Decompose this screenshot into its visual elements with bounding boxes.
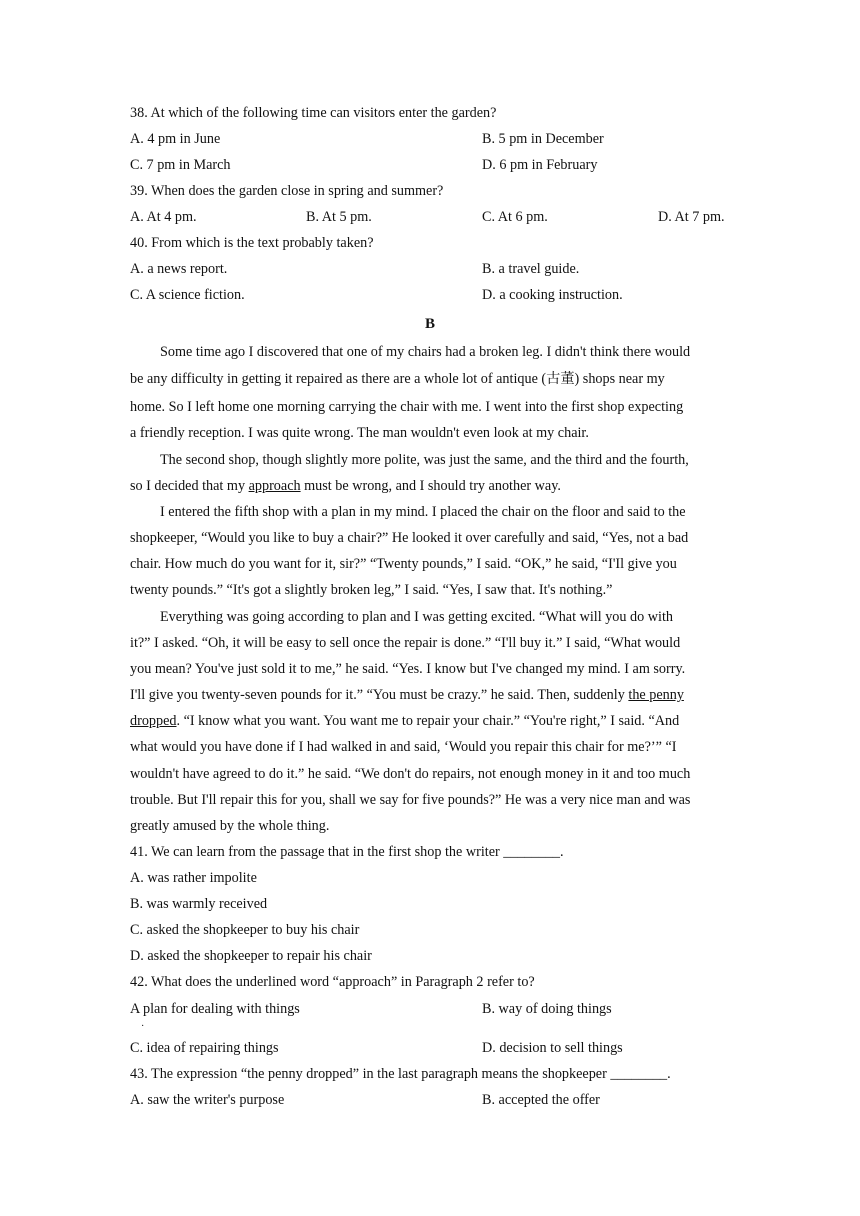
question-40-option-c: C. A science fiction. xyxy=(130,287,245,303)
underlined-word-approach: approach xyxy=(248,478,301,494)
passage-line: you mean? You've just sold it to me,” he said. “Yes. I know but I've changed my mind. I am sorry. xyxy=(130,661,686,677)
passage-line: Everything was going according to plan and I was getting excited. “What will you do with xyxy=(160,609,673,625)
question-42-option-c: C. idea of repairing things xyxy=(130,1040,279,1056)
passage-line: greatly amused by the whole thing. xyxy=(130,818,330,834)
passage-line xyxy=(130,477,561,495)
question-39-option-b: B. At 5 pm. xyxy=(306,209,372,225)
passage-line: trouble. But I'll repair this for you, shall we say for five pounds?” He was a very nice man and was xyxy=(130,792,691,808)
question-39-stem: 39. When does the garden close in spring and summer? xyxy=(130,183,444,199)
passage-line: The second shop, though slightly more polite, was just the same, and the third and the fourth, xyxy=(160,452,689,468)
passage-line: wouldn't have agreed to do it.” he said. “We don't do repairs, not enough money in it and too much xyxy=(130,766,691,782)
passage-line xyxy=(130,686,684,704)
passage-text: must be wrong, and I should try another way. xyxy=(300,478,561,494)
question-38-option-b: B. 5 pm in December xyxy=(482,131,604,147)
passage-line: be any difficulty in getting it repaired as there are a whole lot of antique (古董) shops near my xyxy=(130,371,665,387)
question-40-option-a: A. a news report. xyxy=(130,261,228,277)
question-43-option-a: A. saw the writer's purpose xyxy=(130,1092,285,1108)
passage-line: home. So I left home one morning carrying the chair with me. I went into the first shop expecting xyxy=(130,399,684,415)
question-41-stem: 41. We can learn from the passage that in the first shop the writer ________. xyxy=(130,844,564,860)
question-38-option-d: D. 6 pm in February xyxy=(482,157,598,173)
question-40-option-d: D. a cooking instruction. xyxy=(482,287,623,303)
passage-text: . “I know what you want. You want me to repair your chair.” “You're right,” I said. “And xyxy=(176,713,680,729)
question-41-option-d: D. asked the shopkeeper to repair his chair xyxy=(130,948,372,964)
underlined-phrase-dropped: dropped xyxy=(130,713,177,729)
question-38-option-a: A. 4 pm in June xyxy=(130,131,221,147)
question-38-stem: 38. At which of the following time can visitors enter the garden? xyxy=(130,105,497,121)
question-41-option-c: C. asked the shopkeeper to buy his chair xyxy=(130,922,360,938)
passage-line: Some time ago I discovered that one of my chairs had a broken leg. I didn't think there would xyxy=(160,344,691,360)
option-a-dot-mark: · xyxy=(141,1021,145,1032)
passage-line: shopkeeper, “Would you like to buy a chair?” He looked it over carefully and said, “Yes, not a bad xyxy=(130,530,689,546)
underlined-phrase-the-penny: the penny xyxy=(628,687,684,703)
question-40-option-b: B. a travel guide. xyxy=(482,261,580,277)
question-39-option-c: C. At 6 pm. xyxy=(482,209,548,225)
question-39-option-a: A. At 4 pm. xyxy=(130,209,197,225)
question-41-option-b: B. was warmly received xyxy=(130,896,268,912)
question-42-option-a: A plan for dealing with things xyxy=(130,1001,300,1017)
question-40-stem: 40. From which is the text probably taken? xyxy=(130,235,374,251)
question-42-option-d: D. decision to sell things xyxy=(482,1040,623,1056)
question-38-option-c: C. 7 pm in March xyxy=(130,157,231,173)
question-42-option-b: B. way of doing things xyxy=(482,1001,612,1017)
question-43-stem: 43. The expression “the penny dropped” in the last paragraph means the shopkeeper ________. xyxy=(130,1066,671,1082)
passage-text: I'll give you twenty-seven pounds for it.” “You must be crazy.” he said. Then, suddenly xyxy=(130,687,629,703)
section-b-heading: B xyxy=(424,316,435,332)
passage-line: chair. How much do you want for it, sir?” “Twenty pounds,” I said. “OK,” he said, “I'Il give you xyxy=(130,556,677,572)
passage-text: so I decided that my xyxy=(130,478,249,494)
passage-line: I entered the fifth shop with a plan in my mind. I placed the chair on the floor and said to the xyxy=(160,504,686,520)
passage-line: twenty pounds.” “It's got a slightly broken leg,” I said. “Yes, I saw that. It's nothing.” xyxy=(130,582,613,598)
question-39-option-d: D. At 7 pm. xyxy=(658,209,725,225)
passage-line xyxy=(130,712,679,730)
question-43-option-b: B. accepted the offer xyxy=(482,1092,600,1108)
question-41-option-a: A. was rather impolite xyxy=(130,870,257,886)
passage-line: it?” I asked. “Oh, it will be easy to sell once the repair is done.” “I'll buy it.” I said, “What would xyxy=(130,635,681,651)
passage-line: a friendly reception. I was quite wrong. The man wouldn't even look at my chair. xyxy=(130,425,589,441)
question-42-stem: 42. What does the underlined word “approach” in Paragraph 2 refer to? xyxy=(130,974,535,990)
passage-line: what would you have done if I had walked in and said, ‘Would you repair this chair for me?’” “I xyxy=(130,739,677,755)
